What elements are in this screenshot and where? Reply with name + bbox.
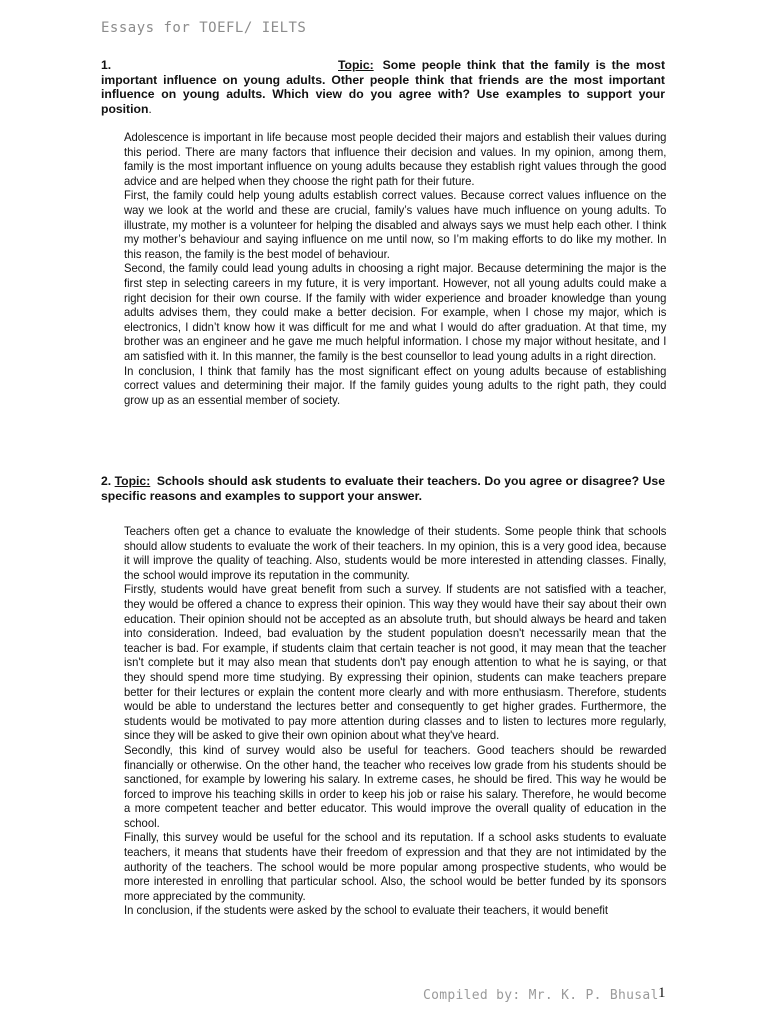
essay-1-number: 1. [101, 58, 112, 72]
essay-2-body [124, 524, 666, 918]
essay-1-paragraph-1: Adolescence is important in life because most people decided their majors and establish their values during this period. There are many factors that influence their decision and values. In my opinion, among them, family is the most important influence on young adults because they establish right values through the good advice and are helped when they choose the right path for their future. [124, 130, 667, 188]
essay-1-paragraph-3: Second, the family could lead young adults in choosing a right major. Because determining the major is the first step in selecting careers in my future, it is very important. However, not all young adults could make a right decision for their own course. If the family with wider experience and broader knowledge than young adults advises them, they could make a better decision. For example, when I chose my major, which is electronics, I didn’t know how it was difficult for me and what I would do after graduation. At that time, my brother was an engineer and he gave me much helpful information. I chose my major without hesitate, and I am satisfied with it. In this manner, the family is the best counsellor to lead young adults in a right direction. [124, 261, 667, 363]
essay-2-paragraph-4: Finally, this survey would be useful for the school and its reputation. If a school asks students to evaluate teachers, it means that students have their freedom of expression and that they are not intimidated by the authority of the teachers. The school would be more popular among prospective students, who would be more interested in enrolling that particular school. Also, the school would be better funded by its sponsors more appreciated by the community. [124, 830, 667, 903]
essay-1-body [124, 130, 666, 407]
document-header: Essays for TOEFL/ IELTS [101, 20, 307, 36]
essay-1 [101, 58, 665, 407]
essay-1-topic-text: Some people think that the family is the most important influence on young adults. Other people think that friends are the most important influence on young adults. Which view do you agree with? Use examples to support your position [101, 58, 665, 116]
essay-1-topic-label: Topic: [338, 58, 374, 72]
essay-1-topic-end: . [148, 101, 152, 116]
essay-2-paragraph-3: Secondly, this kind of survey would also be useful for teachers. Good teachers should be rewarded financially or otherwise. On the other hand, the teacher who receives low grade from his students should be sanctioned, for example by lowering his salary. In extreme cases, he should be fired. This way he would be forced to improve his teaching skills in order to keep his job or raise his salary. Therefore, he would become a more competent teacher and better educator. This would improve the overall quality of education in the school. [124, 742, 667, 830]
essay-2-topic-label: Topic: [114, 474, 151, 488]
essay-2-paragraph-1: Teachers often get a chance to evaluate the knowledge of their students. Some people think that schools should allow students to evaluate the work of their teachers. In my opinion, this is a very good idea, because it will improve the quality of teaching. Also, students would be more interested in attending classes. Finally, the school would improve its reputation in the community. [124, 524, 667, 582]
essay-2-topic-text: Schools should ask students to evaluate their teachers. Do you agree or disagree? Use specific reasons and examples to support your answer. [101, 474, 665, 503]
compiled-by-footer: Compiled by: Mr. K. P. Bhusal [423, 988, 659, 1003]
essay-2-topic [101, 474, 665, 503]
essay-2-paragraph-2: Firstly, students would have great benefit from such a survey. If students are not satisfied with a teacher, they would be offered a chance to express their opinion. This way they would have their say about their own education. Their opinion should not be accepted as an absolute truth, but should always be heard and taken into consideration. Indeed, bad evaluation by the student population doesn't necessarily mean that the teacher is bad. For example, if students claim that certain teacher is not good, it may mean that the teacher isn't complete but it may also mean that students don't pay enough attention to what he is saying, or that they should spend more time studying. By expressing their opinion, students can make teachers prepare better for their lectures or explain the content more clearly and with more enthusiasm. Therefore, students would be able to understand the lectures better and consequently to get higher grades. Furthermore, the students would be motivated to pay more attention during classes and to listen to lectures more regularly, since they will be asked to give their own opinion about what they've heard. [124, 582, 667, 743]
essay-2-number: 2. [101, 474, 112, 488]
essay-2-paragraph-5: In conclusion, if the students were asked by the school to evaluate their teachers, it would benefit [124, 903, 609, 918]
essay-2 [101, 474, 665, 918]
essay-1-topic [101, 58, 665, 116]
page-number: 1 [658, 985, 666, 1001]
essay-1-paragraph-2: First, the family could help young adults establish correct values. Because correct values influence on the way we look at the world and these are crucial, family’s values have much influence on young adults. To illustrate, my mother is a volunteer for helping the disabled and always says we must help each other. I think my mother’s behaviour and saying influence on me until now, so I’m making efforts to do like my mother. In this reason, the family is the best model of behaviour. [124, 188, 667, 261]
essay-1-paragraph-4: In conclusion, I think that family has the most significant effect on young adults because of establishing correct values and determining their major. If the family guides young adults to the right path, they could grow up as an essential member of society. [124, 363, 667, 407]
